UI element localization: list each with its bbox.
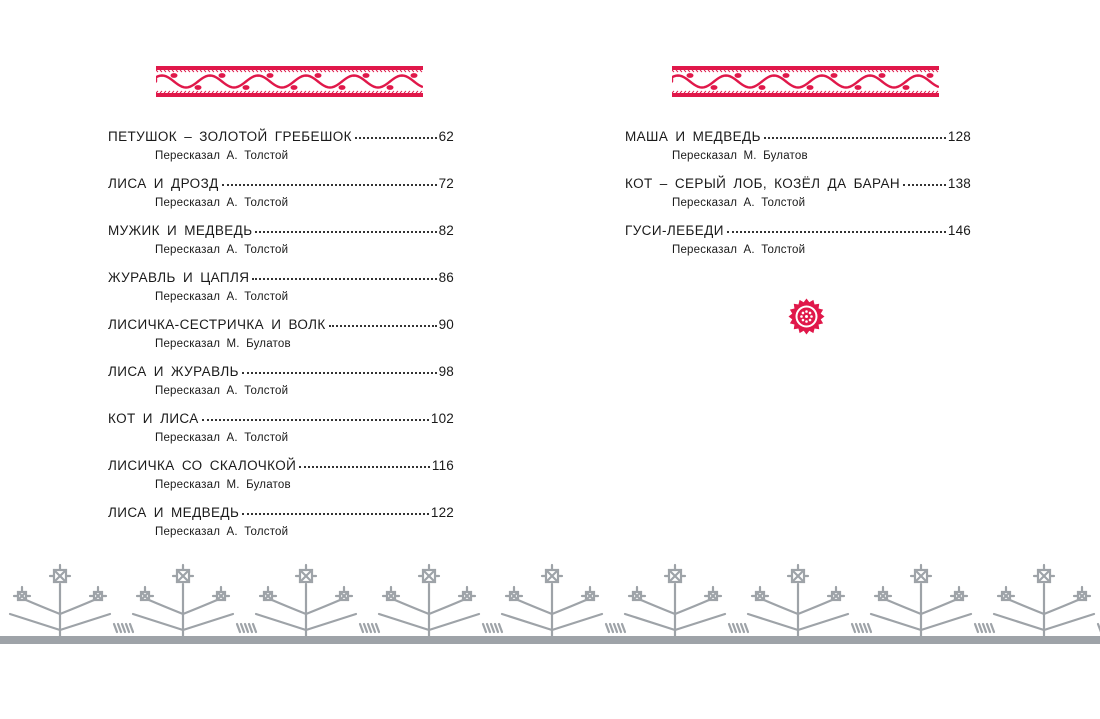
reteller-credit: Пересказал М. Булатов [672, 150, 808, 162]
page-number: 86 [438, 270, 454, 285]
toc-entry-line[interactable] [108, 221, 454, 241]
toc-entry[interactable] [108, 456, 454, 503]
story-title: ПЕТУШОК – ЗОЛОТОЙ ГРЕБЕШОК [108, 129, 352, 144]
toc-entry[interactable] [108, 409, 454, 456]
toc-entry[interactable] [625, 174, 971, 221]
toc-entry[interactable] [625, 127, 971, 174]
toc-entry[interactable] [108, 174, 454, 221]
toc-entry-line[interactable] [625, 174, 971, 194]
toc-entry-line[interactable] [625, 127, 971, 147]
toc-entry[interactable] [108, 268, 454, 315]
embroidered-band-left-icon [156, 66, 423, 97]
dot-leader [727, 231, 946, 233]
reteller-credit: Пересказал А. Толстой [672, 244, 806, 256]
page-number: 146 [947, 223, 971, 238]
story-title: КОТ – СЕРЫЙ ЛОБ, КОЗЁЛ ДА БАРАН [625, 176, 901, 191]
tree-border-icon [0, 562, 1100, 652]
reteller-credit: Пересказал М. Булатов [155, 338, 291, 350]
dot-leader [764, 137, 946, 139]
dot-leader [252, 278, 436, 280]
reteller-credit: Пересказал М. Булатов [155, 479, 291, 491]
reteller-credit: Пересказал А. Толстой [155, 291, 289, 303]
story-title: ЛИСА И ЖУРАВЛЬ [108, 364, 239, 379]
embroidered-band-right-icon [672, 66, 939, 97]
story-title: МАША И МЕДВЕДЬ [625, 129, 761, 144]
dot-leader [242, 372, 437, 374]
toc-entry-line[interactable] [108, 315, 454, 335]
page-number: 82 [438, 223, 454, 238]
page-number: 128 [947, 129, 971, 144]
page-number: 138 [947, 176, 971, 191]
dot-leader [255, 231, 436, 233]
dot-leader [299, 466, 430, 468]
toc-entry-line[interactable] [108, 503, 454, 523]
toc-entry-line[interactable] [108, 409, 454, 429]
toc-entry[interactable] [108, 503, 454, 550]
story-title: КОТ И ЛИСА [108, 411, 199, 426]
story-title: ЛИСИЧКА СО СКАЛОЧКОЙ [108, 458, 297, 473]
page-number: 90 [438, 317, 454, 332]
reteller-credit: Пересказал А. Толстой [155, 432, 289, 444]
toc-entry-line[interactable] [108, 127, 454, 147]
dot-leader [242, 513, 429, 515]
toc-right-column [625, 127, 971, 268]
rosette-icon [788, 298, 825, 335]
reteller-credit: Пересказал А. Толстой [155, 244, 289, 256]
toc-entry[interactable] [108, 221, 454, 268]
toc-entry-line[interactable] [108, 456, 454, 476]
reteller-credit: Пересказал А. Толстой [672, 197, 806, 209]
reteller-credit: Пересказал А. Толстой [155, 150, 289, 162]
story-title: ЛИСА И МЕДВЕДЬ [108, 505, 240, 520]
page-number: 72 [438, 176, 454, 191]
story-title: МУЖИК И МЕДВЕДЬ [108, 223, 253, 238]
story-title: ЛИСА И ДРОЗД [108, 176, 219, 191]
toc-entry-line[interactable] [108, 174, 454, 194]
dot-leader [329, 325, 437, 327]
toc-entry-line[interactable] [625, 221, 971, 241]
toc-entry[interactable] [108, 315, 454, 362]
toc-entry[interactable] [108, 127, 454, 174]
page-number: 102 [430, 411, 454, 426]
story-title: ЛИСИЧКА-СЕСТРИЧКА И ВОЛК [108, 317, 326, 332]
toc-left-column [108, 127, 454, 550]
dot-leader [355, 137, 437, 139]
toc-entry[interactable] [625, 221, 971, 268]
reteller-credit: Пересказал А. Толстой [155, 385, 289, 397]
reteller-credit: Пересказал А. Толстой [155, 526, 289, 538]
dot-leader [202, 419, 429, 421]
dot-leader [222, 184, 437, 186]
story-title: ГУСИ-ЛЕБЕДИ [625, 223, 724, 238]
page-number: 62 [438, 129, 454, 144]
toc-entry-line[interactable] [108, 268, 454, 288]
toc-entry[interactable] [108, 362, 454, 409]
toc-entry-line[interactable] [108, 362, 454, 382]
story-title: ЖУРАВЛЬ И ЦАПЛЯ [108, 270, 250, 285]
reteller-credit: Пересказал А. Толстой [155, 197, 289, 209]
dot-leader [903, 184, 946, 186]
page-number: 98 [438, 364, 454, 379]
page-number: 122 [430, 505, 454, 520]
page-number: 116 [431, 458, 454, 473]
